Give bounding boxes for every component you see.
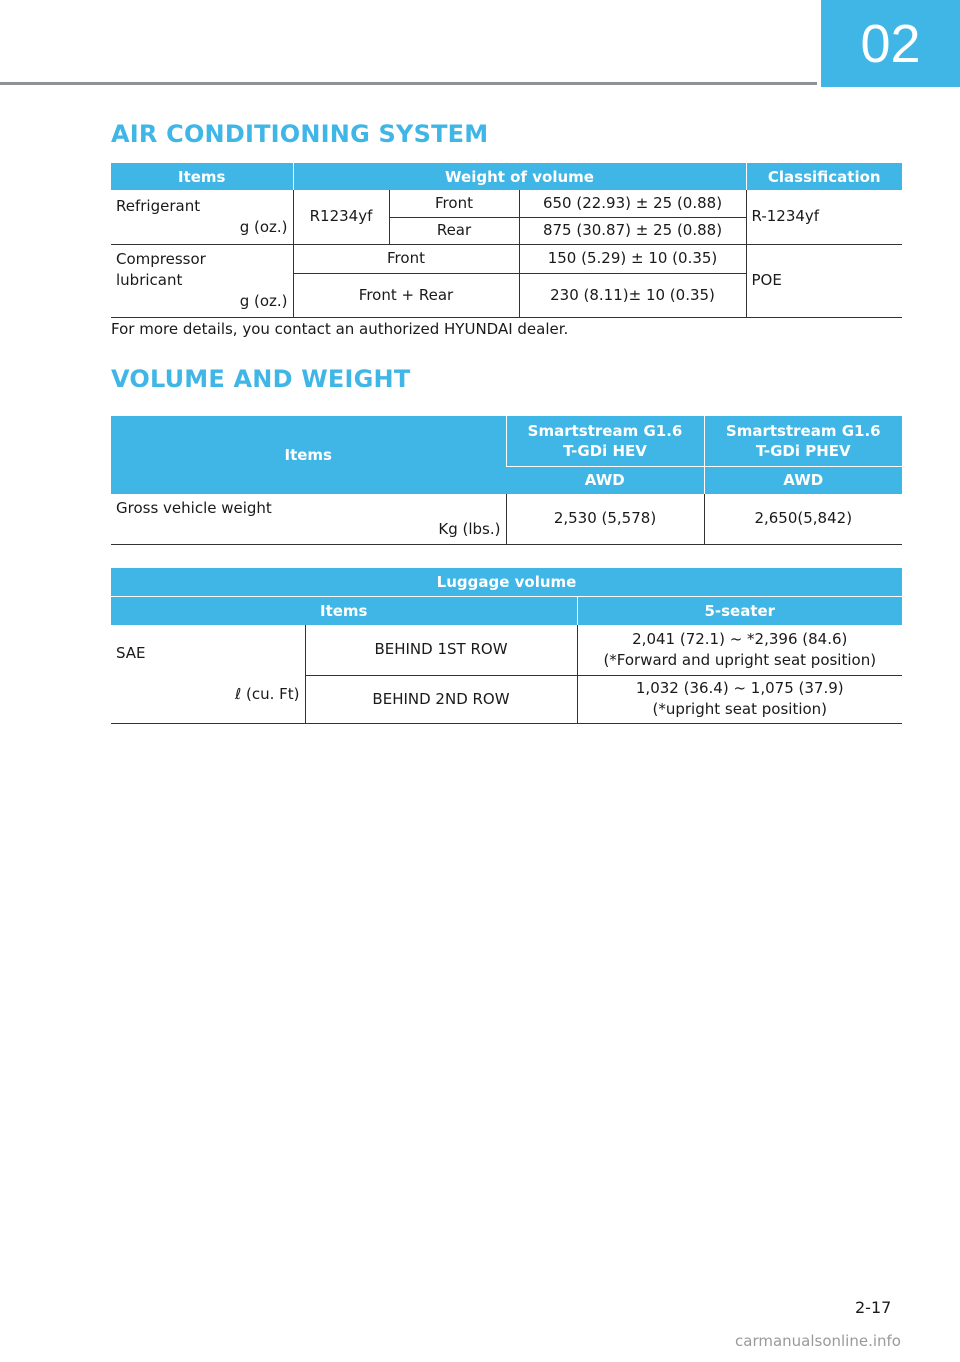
ac-header-classification: Classification xyxy=(746,163,902,190)
luggage-label-cell xyxy=(111,625,305,723)
vw-header-hev-line1: Smartstream G1.6 xyxy=(527,421,683,440)
watermark: carmanualsonline.info xyxy=(735,1332,901,1350)
compressor-front-value: 150 (5.29) ± 10 (0.35) xyxy=(519,244,746,273)
compressor-unit: g (oz.) xyxy=(239,292,288,310)
compressor-classification: POE xyxy=(746,244,902,317)
refrigerant-label-cell xyxy=(111,190,293,244)
refrigerant-rear-label: Rear xyxy=(389,217,519,244)
luggage-header-items: Items xyxy=(111,596,577,625)
vw-header-hev-line2: T-GDi HEV xyxy=(563,441,647,460)
luggage-header-row xyxy=(111,596,902,625)
gross-weight-unit: Kg (lbs.) xyxy=(438,519,501,538)
table-row xyxy=(111,190,902,217)
luggage-title-row xyxy=(111,568,902,596)
luggage-header-seater: 5-seater xyxy=(577,596,902,625)
luggage-table xyxy=(111,568,902,724)
table-row xyxy=(111,625,902,675)
luggage-unit: ℓ (cu. Ft) xyxy=(235,684,300,703)
table-row xyxy=(111,494,902,544)
refrigerant-front-label: Front xyxy=(389,190,519,217)
gross-weight-phev: 2,650(5,842) xyxy=(704,494,902,544)
refrigerant-front-value: 650 (22.93) ± 25 (0.88) xyxy=(519,190,746,217)
refrigerant-label: Refrigerant xyxy=(116,196,201,215)
luggage-row1-label: BEHIND 1ST ROW xyxy=(305,625,577,675)
gross-weight-label: Gross vehicle weight xyxy=(116,498,272,517)
compressor-both-value: 230 (8.11)± 10 (0.35) xyxy=(519,273,746,317)
compressor-label-cell xyxy=(111,244,293,317)
luggage-row2-label: BEHIND 2ND ROW xyxy=(305,675,577,723)
luggage-title: Luggage volume xyxy=(111,568,902,596)
vw-spec-table xyxy=(111,416,902,545)
luggage-sae: SAE xyxy=(116,643,146,662)
vw-header-phev xyxy=(704,416,902,466)
gross-weight-hev: 2,530 (5,578) xyxy=(506,494,704,544)
compressor-label-line1: Compressor xyxy=(116,250,206,268)
luggage-row2-line1: 1,032 (36.4) ~ 1,075 (37.9) xyxy=(635,679,844,697)
ac-spec-table xyxy=(111,163,902,318)
ac-header-row xyxy=(111,163,902,190)
compressor-front-label: Front xyxy=(293,244,519,273)
ac-header-items: Items xyxy=(111,163,293,190)
compressor-both-label: Front + Rear xyxy=(293,273,519,317)
refrigerant-unit: g (oz.) xyxy=(239,217,288,236)
compressor-label-line2: lubricant xyxy=(116,271,183,289)
luggage-row1-line1: 2,041 (72.1) ~ *2,396 (84.6) xyxy=(632,629,848,648)
luggage-row1-line2: (*Forward and upright seat position) xyxy=(603,650,877,669)
luggage-row2-value xyxy=(577,675,902,723)
refrigerant-classification: R-1234yf xyxy=(746,190,902,244)
chapter-tab: 02 xyxy=(821,0,960,87)
vw-header-hev xyxy=(506,416,704,466)
vw-header-phev-line1: Smartstream G1.6 xyxy=(725,421,881,440)
refrigerant-type: R1234yf xyxy=(293,190,389,244)
header-rule xyxy=(0,82,817,85)
luggage-row2-line2: (*upright seat position) xyxy=(652,700,828,718)
table-row xyxy=(111,244,902,273)
ac-section-title: AIR CONDITIONING SYSTEM xyxy=(111,120,489,148)
dealer-note: For more details, you contact an authorized HYUNDAI dealer. xyxy=(111,320,569,338)
page-number: 2-17 xyxy=(855,1298,892,1317)
refrigerant-rear-value: 875 (30.87) ± 25 (0.88) xyxy=(519,217,746,244)
ac-header-weight: Weight of volume xyxy=(293,163,746,190)
vw-header-items: Items xyxy=(111,416,506,494)
vw-header-phev-line2: T-GDi PHEV xyxy=(755,441,851,460)
luggage-row1-value xyxy=(577,625,902,675)
gross-weight-label-cell xyxy=(111,494,506,544)
vw-header-awd-hev: AWD xyxy=(506,466,704,494)
vw-header-row xyxy=(111,416,902,466)
vw-section-title: VOLUME AND WEIGHT xyxy=(111,365,411,393)
vw-header-awd-phev: AWD xyxy=(704,466,902,494)
